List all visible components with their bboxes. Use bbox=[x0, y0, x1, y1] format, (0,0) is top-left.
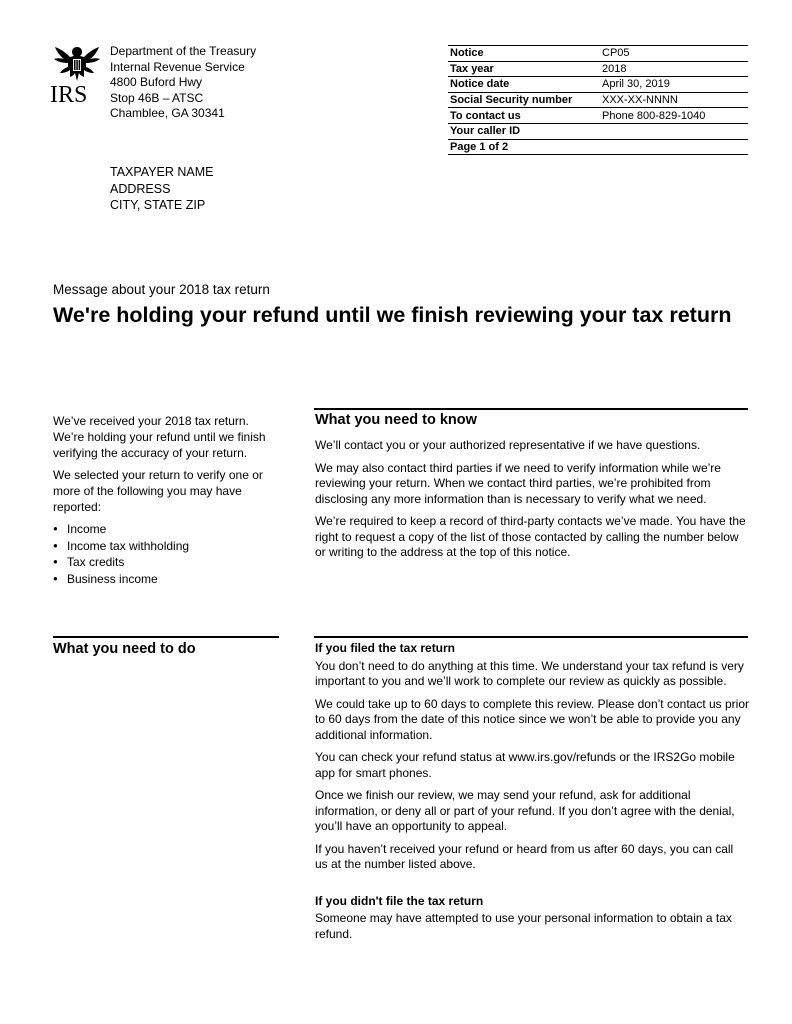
tax-year-value: 2018 bbox=[600, 61, 748, 77]
irs-logo bbox=[50, 43, 104, 113]
caller-id-value bbox=[600, 123, 748, 139]
table-row bbox=[448, 123, 748, 139]
list-item: ● Income bbox=[53, 521, 273, 538]
know-section-title: What you need to know bbox=[315, 412, 477, 428]
table-row bbox=[448, 61, 748, 77]
message-subtitle: Message about your 2018 tax return bbox=[53, 282, 270, 297]
page-title: We're holding your refund until we finish reviewing your tax return bbox=[53, 303, 732, 327]
table-row bbox=[448, 46, 748, 62]
table-row bbox=[448, 92, 748, 108]
intro-column bbox=[53, 413, 273, 587]
eagle-emblem-icon bbox=[52, 43, 102, 83]
notice-info-table bbox=[448, 45, 748, 155]
intro-paragraph: We selected your return to verify one or more of the following you may have reported: bbox=[53, 468, 263, 514]
filed-subtitle: If you filed the tax return bbox=[315, 641, 456, 655]
notice-date-label: Notice date bbox=[448, 77, 600, 93]
do-section-body bbox=[315, 641, 749, 949]
notice-label: Notice bbox=[448, 46, 600, 62]
spacer bbox=[315, 880, 749, 894]
table-row bbox=[448, 77, 748, 93]
taxpayer-line: TAXPAYER NAME bbox=[110, 165, 214, 179]
table-row bbox=[448, 108, 748, 124]
sender-line: Internal Revenue Service bbox=[110, 59, 245, 74]
know-paragraph: We’ll contact you or your authorized representative if we have questions. bbox=[315, 438, 701, 452]
divider bbox=[314, 636, 748, 638]
sender-line: Stop 46B – ATSC bbox=[110, 90, 204, 105]
list-item: ● Business income bbox=[53, 571, 273, 588]
caller-id-label: Your caller ID bbox=[448, 123, 600, 139]
sender-line: 4800 Buford Hwy bbox=[110, 75, 203, 89]
tax-year-label: Tax year bbox=[448, 61, 600, 77]
ssn-value: XXX-XX-NNNN bbox=[600, 92, 748, 108]
irs-wordmark: IRS bbox=[50, 82, 88, 108]
know-paragraph: We may also contact third parties if we need to verify information while we’re reviewing your return. When we contact third parties, we’re prohibited from disclosing any more information than is necessary to verify what we need. bbox=[315, 460, 721, 506]
sender-line: Chamblee, GA 30341 bbox=[110, 106, 225, 120]
know-paragraph: We’re required to keep a record of third-party contacts we’ve made. You have the right to request a copy of the list of those contacted by calling the number below or writing to the address at the top of this notice. bbox=[315, 514, 746, 559]
do-section-title: What you need to do bbox=[53, 641, 196, 657]
filed-paragraph: Once we finish our review, we may send your refund, ask for additional information, or deny all or part of your refund. If you don’t agree with the denial, you’ll have an opportunity to appeal. bbox=[315, 788, 735, 833]
divider bbox=[53, 636, 279, 638]
notice-date-value: April 30, 2019 bbox=[600, 77, 748, 93]
table-row bbox=[448, 139, 748, 155]
not-filed-paragraph: Someone may have attempted to use your personal information to obtain a tax refund. bbox=[315, 911, 732, 941]
filed-paragraph: You can check your refund status at www.irs.gov/refunds or the IRS2Go mobile app for smart phones. bbox=[315, 750, 735, 780]
filed-paragraph: If you haven’t received your refund or heard from us after 60 days, you can call us at the number listed above. bbox=[315, 841, 734, 871]
page-number-label: Page 1 of 2 bbox=[448, 139, 600, 155]
intro-paragraph: We’ve received your 2018 tax return. We’re holding your refund until we finish verifying the accuracy of your return. bbox=[53, 414, 266, 460]
contact-label: To contact us bbox=[448, 108, 600, 124]
divider bbox=[314, 408, 748, 410]
list-item: ● Tax credits bbox=[53, 554, 273, 571]
ssn-label: Social Security number bbox=[448, 92, 600, 108]
page-number-value bbox=[600, 139, 748, 155]
sender-line: Department of the Treasury bbox=[110, 44, 257, 58]
not-filed-subtitle: If you didn't file the tax return bbox=[315, 893, 484, 908]
reported-items-list bbox=[53, 521, 273, 587]
notice-value: CP05 bbox=[600, 46, 748, 62]
taxpayer-line: CITY, STATE ZIP bbox=[110, 198, 206, 212]
contact-value: Phone 800-829-1040 bbox=[600, 108, 748, 124]
know-section-body bbox=[315, 438, 749, 568]
taxpayer-address bbox=[110, 164, 214, 214]
list-item: ● Income tax withholding bbox=[53, 538, 273, 555]
taxpayer-line: ADDRESS bbox=[110, 181, 171, 196]
filed-paragraph: We could take up to 60 days to complete this review. Please don’t contact us prior to 60 days from the date of this notice since we won’t be able to provide you any additional information. bbox=[315, 696, 750, 742]
sender-address bbox=[110, 44, 256, 122]
filed-paragraph: You don’t need to do anything at this time. We understand your tax refund is very important to you and we’ll work to complete our review as quickly as possible. bbox=[315, 658, 744, 688]
